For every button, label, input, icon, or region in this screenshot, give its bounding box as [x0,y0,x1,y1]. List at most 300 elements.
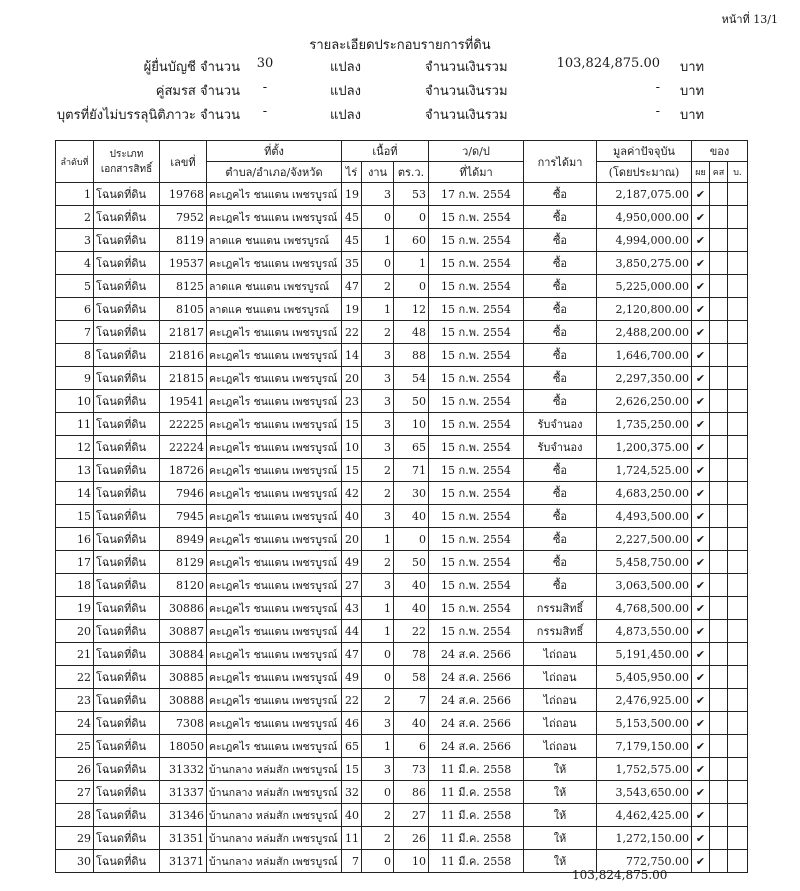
document-number: 18050 [160,735,207,758]
owner-child-cell [728,298,748,321]
land-location: คะเฎคไร ชนแดน เพชรบูรณ์ [207,689,342,712]
document-type: โฉนดที่ดิน [94,689,160,712]
table-row [56,781,748,804]
area-rai: 65 [342,735,362,758]
area-rai: 45 [342,229,362,252]
acquisition-method: กรรมสิทธิ์ [524,620,597,643]
header-location: ที่ตั้ง [207,141,342,162]
area-ngan: 0 [362,781,394,804]
land-table [55,140,748,873]
area-ngan: 1 [362,298,394,321]
current-value: 1,735,250.00 [597,413,692,436]
area-ngan: 2 [362,321,394,344]
row-number: 27 [56,781,94,804]
row-number: 26 [56,758,94,781]
land-location: ลาดแค ชนแดน เพชรบูรณ์ [207,275,342,298]
owner-spouse-cell [710,735,728,758]
table-row [56,689,748,712]
acquired-date: 15 ก.พ. 2554 [429,252,524,275]
acquisition-method: ไถ่ถอน [524,666,597,689]
document-number: 8949 [160,528,207,551]
table-row [56,413,748,436]
acquisition-method: ให้ [524,758,597,781]
acquired-date: 24 ส.ค. 2566 [429,643,524,666]
land-location: คะเฎคไร ชนแดน เพชรบูรณ์ [207,505,342,528]
summary-label: บุตรที่ยังไม่บรรลุนิติภาวะ จำนวน [56,108,240,123]
owner-filer-check: ✔ [692,850,710,873]
area-rai: 46 [342,712,362,735]
header-type: ประเภทเอกสารสิทธิ์ [94,141,160,183]
document-type: โฉนดที่ดิน [94,505,160,528]
header-value: มูลค่าปัจจุบัน [597,141,692,162]
table-row [56,597,748,620]
land-location: คะเฎคไร ชนแดน เพชรบูรณ์ [207,643,342,666]
area-sq-wa: 0 [394,528,429,551]
document-type: โฉนดที่ดิน [94,390,160,413]
area-ngan: 2 [362,275,394,298]
document-number: 21816 [160,344,207,367]
area-sq-wa: 27 [394,804,429,827]
acquired-date: 24 ส.ค. 2566 [429,666,524,689]
current-value: 7,179,150.00 [597,735,692,758]
header-date: ว/ด/ป [429,141,524,162]
area-rai: 20 [342,367,362,390]
area-rai: 27 [342,574,362,597]
acquired-date: 11 มี.ค. 2558 [429,850,524,873]
area-rai: 40 [342,505,362,528]
summary-count: 30 [256,56,274,71]
owner-filer-check: ✔ [692,827,710,850]
acquisition-method: ซื้อ [524,551,597,574]
area-ngan: 3 [362,367,394,390]
document-type: โฉนดที่ดิน [94,666,160,689]
area-rai: 32 [342,781,362,804]
current-value: 5,191,450.00 [597,643,692,666]
owner-child-cell [728,183,748,206]
owner-filer-check: ✔ [692,321,710,344]
owner-spouse-cell [710,804,728,827]
document-number: 31351 [160,827,207,850]
acquired-date: 15 ก.พ. 2554 [429,344,524,367]
owner-spouse-cell [710,298,728,321]
current-value: 2,476,925.00 [597,689,692,712]
owner-child-cell [728,758,748,781]
document-type: โฉนดที่ดิน [94,827,160,850]
document-number: 8125 [160,275,207,298]
owner-spouse-cell [710,758,728,781]
row-number: 28 [56,804,94,827]
summary-label: คู่สมรส จำนวน [155,84,240,99]
acquisition-method: ไถ่ถอน [524,689,597,712]
owner-filer-check: ✔ [692,344,710,367]
area-rai: 45 [342,206,362,229]
document-type: โฉนดที่ดิน [94,252,160,275]
header-owner-spouse: คส [710,162,728,183]
area-rai: 47 [342,275,362,298]
document-number: 7946 [160,482,207,505]
document-type: โฉนดที่ดิน [94,436,160,459]
acquisition-method: ซื้อ [524,321,597,344]
owner-spouse-cell [710,413,728,436]
acquisition-method: ซื้อ [524,229,597,252]
document-number: 30887 [160,620,207,643]
current-value: 4,873,550.00 [597,620,692,643]
owner-child-cell [728,827,748,850]
owner-spouse-cell [710,321,728,344]
area-sq-wa: 53 [394,183,429,206]
current-value: 4,493,500.00 [597,505,692,528]
current-value: 3,850,275.00 [597,252,692,275]
acquired-date: 15 ก.พ. 2554 [429,528,524,551]
land-location: คะเฎคไร ชนแดน เพชรบูรณ์ [207,482,342,505]
document-type: โฉนดที่ดิน [94,850,160,873]
owner-filer-check: ✔ [692,597,710,620]
owner-child-cell [728,413,748,436]
document-type: โฉนดที่ดิน [94,643,160,666]
summary-unit: แปลง [330,108,361,123]
owner-spouse-cell [710,712,728,735]
owner-child-cell [728,390,748,413]
summary-count: - [262,80,268,95]
owner-spouse-cell [710,689,728,712]
owner-child-cell [728,689,748,712]
area-ngan: 1 [362,597,394,620]
area-rai: 22 [342,321,362,344]
owner-filer-check: ✔ [692,804,710,827]
land-location: คะเฎคไร ชนแดน เพชรบูรณ์ [207,344,342,367]
current-value: 772,750.00 [597,850,692,873]
owner-filer-check: ✔ [692,528,710,551]
row-number: 13 [56,459,94,482]
acquired-date: 24 ส.ค. 2566 [429,712,524,735]
area-rai: 10 [342,436,362,459]
row-number: 12 [56,436,94,459]
row-number: 8 [56,344,94,367]
summary-amount: - [655,80,660,95]
document-type: โฉนดที่ดิน [94,298,160,321]
owner-spouse-cell [710,551,728,574]
table-row [56,206,748,229]
area-ngan: 0 [362,206,394,229]
owner-child-cell [728,505,748,528]
area-rai: 7 [342,850,362,873]
area-sq-wa: 50 [394,551,429,574]
summary-section [0,52,800,124]
summary-label: ผู้ยื่นบัญชี จำนวน [143,60,240,75]
row-number: 24 [56,712,94,735]
area-ngan: 2 [362,482,394,505]
summary-count: - [262,104,268,119]
header-acquisition: การได้มา [524,141,597,183]
acquisition-method: ซื้อ [524,275,597,298]
area-sq-wa: 71 [394,459,429,482]
area-sq-wa: 54 [394,367,429,390]
land-location: คะเฎคไร ชนแดน เพชรบูรณ์ [207,436,342,459]
land-location: บ้านกลาง หล่มสัก เพชรบูรณ์ [207,827,342,850]
area-ngan: 0 [362,252,394,275]
row-number: 11 [56,413,94,436]
acquired-date: 15 ก.พ. 2554 [429,620,524,643]
document-type: โฉนดที่ดิน [94,528,160,551]
owner-child-cell [728,528,748,551]
document-type: โฉนดที่ดิน [94,781,160,804]
row-number: 18 [56,574,94,597]
owner-spouse-cell [710,390,728,413]
row-number: 14 [56,482,94,505]
table-row [56,712,748,735]
acquired-date: 15 ก.พ. 2554 [429,413,524,436]
acquired-date: 15 ก.พ. 2554 [429,390,524,413]
owner-child-cell [728,804,748,827]
area-sq-wa: 1 [394,252,429,275]
document-type: โฉนดที่ดิน [94,735,160,758]
document-number: 31337 [160,781,207,804]
owner-filer-check: ✔ [692,781,710,804]
acquired-date: 24 ส.ค. 2566 [429,735,524,758]
header-date-sub: ที่ได้มา [429,162,524,183]
current-value: 4,683,250.00 [597,482,692,505]
acquisition-method: ซื้อ [524,298,597,321]
document-number: 30884 [160,643,207,666]
acquired-date: 15 ก.พ. 2554 [429,436,524,459]
acquired-date: 15 ก.พ. 2554 [429,206,524,229]
document-type: โฉนดที่ดิน [94,413,160,436]
acquired-date: 15 ก.พ. 2554 [429,229,524,252]
land-location: บ้านกลาง หล่มสัก เพชรบูรณ์ [207,781,342,804]
summary-unit: แปลง [330,84,361,99]
acquisition-method: ซื้อ [524,528,597,551]
row-number: 30 [56,850,94,873]
owner-filer-check: ✔ [692,574,710,597]
document-number: 22225 [160,413,207,436]
acquired-date: 15 ก.พ. 2554 [429,321,524,344]
land-location: คะเฎคไร ชนแดน เพชรบูรณ์ [207,666,342,689]
current-value: 1,752,575.00 [597,758,692,781]
area-ngan: 1 [362,229,394,252]
acquisition-method: ซื้อ [524,252,597,275]
table-row [56,459,748,482]
owner-filer-check: ✔ [692,620,710,643]
owner-filer-check: ✔ [692,712,710,735]
owner-filer-check: ✔ [692,367,710,390]
owner-filer-check: ✔ [692,482,710,505]
area-sq-wa: 60 [394,229,429,252]
area-ngan: 2 [362,551,394,574]
document-type: โฉนดที่ดิน [94,275,160,298]
area-sq-wa: 26 [394,827,429,850]
summary-amount-label: จำนวนเงินรวม [425,60,508,75]
owner-child-cell [728,206,748,229]
owner-child-cell [728,620,748,643]
area-ngan: 2 [362,689,394,712]
area-ngan: 1 [362,528,394,551]
summary-unit: แปลง [330,60,361,75]
document-type: โฉนดที่ดิน [94,344,160,367]
document-type: โฉนดที่ดิน [94,183,160,206]
area-sq-wa: 10 [394,850,429,873]
acquisition-method: ให้ [524,804,597,827]
document-number: 8120 [160,574,207,597]
current-value: 2,227,500.00 [597,528,692,551]
acquired-date: 11 มี.ค. 2558 [429,781,524,804]
document-title: รายละเอียดประกอบรายการที่ดิน [309,38,491,53]
row-number: 29 [56,827,94,850]
acquisition-method: ซื้อ [524,482,597,505]
header-sq-wa: ตร.ว. [394,162,429,183]
acquisition-method: ซื้อ [524,344,597,367]
acquired-date: 15 ก.พ. 2554 [429,275,524,298]
owner-filer-check: ✔ [692,643,710,666]
current-value: 3,543,650.00 [597,781,692,804]
owner-spouse-cell [710,367,728,390]
land-location: คะเฎคไร ชนแดน เพชรบูรณ์ [207,528,342,551]
area-ngan: 2 [362,827,394,850]
area-ngan: 3 [362,574,394,597]
area-sq-wa: 40 [394,597,429,620]
document-number: 21815 [160,367,207,390]
header-no: ลำดับที่ [56,141,94,183]
area-rai: 47 [342,643,362,666]
page-number: หน้าที่ 13/1 [721,13,778,26]
current-value: 5,153,500.00 [597,712,692,735]
document-number: 30885 [160,666,207,689]
current-value: 1,200,375.00 [597,436,692,459]
area-sq-wa: 58 [394,666,429,689]
owner-child-cell [728,643,748,666]
row-number: 1 [56,183,94,206]
table-row [56,528,748,551]
land-location: คะเฎคไร ชนแดน เพชรบูรณ์ [207,620,342,643]
document-number: 19768 [160,183,207,206]
row-number: 4 [56,252,94,275]
area-ngan: 3 [362,390,394,413]
table-row [56,367,748,390]
document-type: โฉนดที่ดิน [94,459,160,482]
table-row [56,183,748,206]
acquisition-method: ซื้อ [524,574,597,597]
acquisition-method: ไถ่ถอน [524,643,597,666]
area-rai: 42 [342,482,362,505]
row-number: 22 [56,666,94,689]
acquired-date: 15 ก.พ. 2554 [429,367,524,390]
summary-row-spouse [0,76,800,100]
document-number: 8129 [160,551,207,574]
area-ngan: 2 [362,459,394,482]
current-value: 4,462,425.00 [597,804,692,827]
acquisition-method: ซื้อ [524,206,597,229]
current-value: 2,297,350.00 [597,367,692,390]
table-row [56,551,748,574]
document-number: 18726 [160,459,207,482]
row-number: 25 [56,735,94,758]
land-location: คะเฎคไร ชนแดน เพชรบูรณ์ [207,574,342,597]
owner-spouse-cell [710,574,728,597]
owner-spouse-cell [710,827,728,850]
area-ngan: 3 [362,183,394,206]
owner-child-cell [728,344,748,367]
document-number: 30886 [160,597,207,620]
row-number: 2 [56,206,94,229]
grand-total: 103,824,875.00 [572,868,668,882]
header-doc-no: เลขที่ [160,141,207,183]
table-row [56,505,748,528]
document-number: 21817 [160,321,207,344]
area-ngan: 1 [362,735,394,758]
area-ngan: 0 [362,643,394,666]
area-ngan: 0 [362,850,394,873]
owner-spouse-cell [710,436,728,459]
area-sq-wa: 78 [394,643,429,666]
acquisition-method: ซื้อ [524,505,597,528]
owner-child-cell [728,597,748,620]
land-location: คะเฎคไร ชนแดน เพชรบูรณ์ [207,413,342,436]
acquisition-method: กรรมสิทธิ์ [524,597,597,620]
owner-filer-check: ✔ [692,206,710,229]
header-owner: ของ [692,141,748,162]
owner-spouse-cell [710,666,728,689]
summary-currency: บาท [680,84,705,99]
land-location: ลาดแค ชนแดน เพชรบูรณ์ [207,298,342,321]
row-number: 16 [56,528,94,551]
document-number: 7952 [160,206,207,229]
owner-spouse-cell [710,597,728,620]
header-value-sub: (โดยประมาณ) [597,162,692,183]
area-sq-wa: 22 [394,620,429,643]
area-sq-wa: 65 [394,436,429,459]
land-location: คะเฎคไร ชนแดน เพชรบูรณ์ [207,459,342,482]
summary-row-filer [0,52,800,76]
acquisition-method: ซื้อ [524,367,597,390]
land-location: บ้านกลาง หล่มสัก เพชรบูรณ์ [207,758,342,781]
document-number: 19541 [160,390,207,413]
table-row [56,275,748,298]
land-location: บ้านกลาง หล่มสัก เพชรบูรณ์ [207,804,342,827]
area-rai: 11 [342,827,362,850]
area-rai: 23 [342,390,362,413]
acquisition-method: ให้ [524,827,597,850]
owner-spouse-cell [710,183,728,206]
acquired-date: 15 ก.พ. 2554 [429,597,524,620]
owner-spouse-cell [710,252,728,275]
owner-child-cell [728,482,748,505]
area-sq-wa: 6 [394,735,429,758]
land-location: คะเฎคไร ชนแดน เพชรบูรณ์ [207,712,342,735]
document-number: 31332 [160,758,207,781]
acquisition-method: ซื้อ [524,459,597,482]
area-rai: 14 [342,344,362,367]
current-value: 2,488,200.00 [597,321,692,344]
acquisition-method: ไถ่ถอน [524,735,597,758]
row-number: 6 [56,298,94,321]
acquired-date: 15 ก.พ. 2554 [429,551,524,574]
owner-filer-check: ✔ [692,275,710,298]
current-value: 2,626,250.00 [597,390,692,413]
document-number: 30888 [160,689,207,712]
row-number: 17 [56,551,94,574]
document-type: โฉนดที่ดิน [94,229,160,252]
area-rai: 15 [342,413,362,436]
land-location: คะเฎคไร ชนแดน เพชรบูรณ์ [207,390,342,413]
document-type: โฉนดที่ดิน [94,551,160,574]
acquired-date: 15 ก.พ. 2554 [429,574,524,597]
area-rai: 49 [342,551,362,574]
summary-amount: - [655,104,660,119]
current-value: 2,187,075.00 [597,183,692,206]
owner-child-cell [728,367,748,390]
header-ngan: งาน [362,162,394,183]
acquired-date: 11 มี.ค. 2558 [429,804,524,827]
document-type: โฉนดที่ดิน [94,574,160,597]
